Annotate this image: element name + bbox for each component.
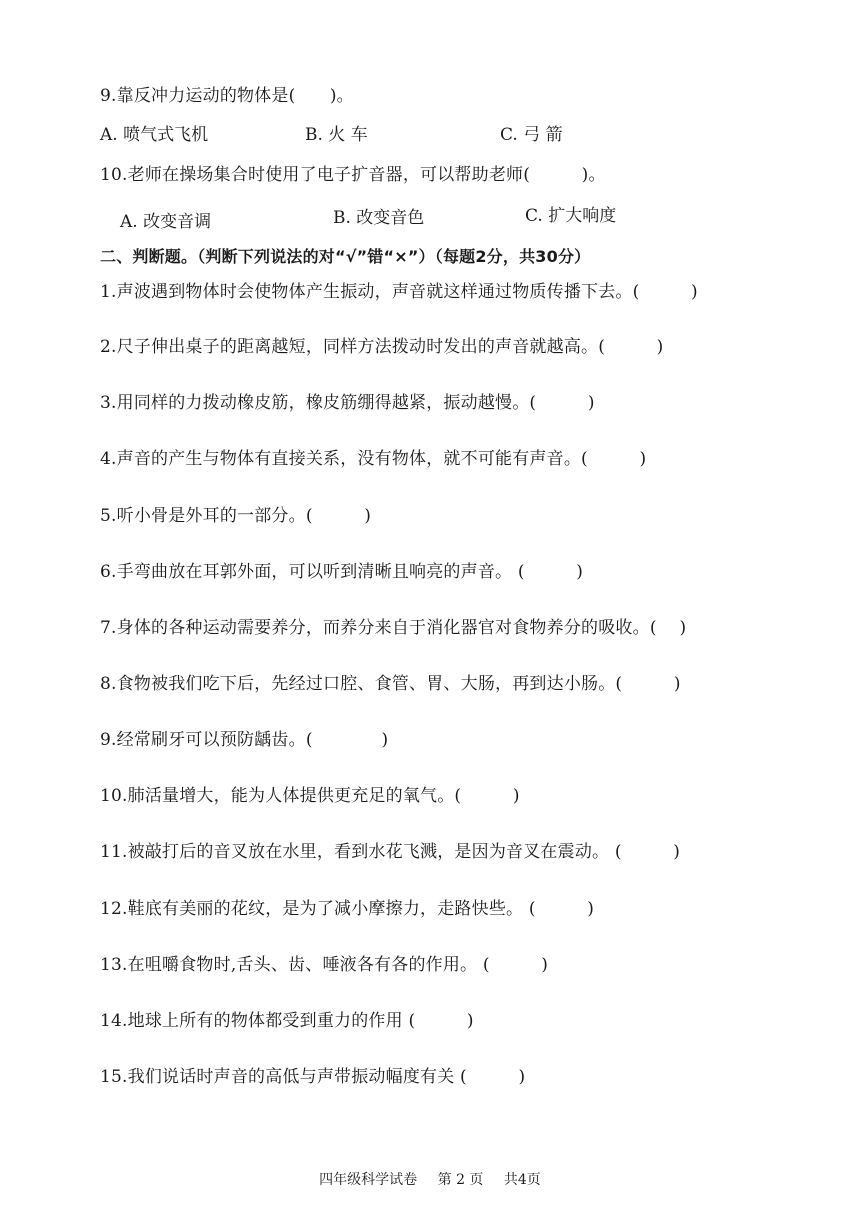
option-10-a: A. 改变音调 [120,212,212,232]
option-9-c: C. 弓 箭 [500,125,563,145]
footer-page-number: 第 2 页 [437,1172,484,1188]
judgement-item-6: 6.手弯曲放在耳郭外面，可以听到清晰且响亮的声音。 ( ) [100,562,584,582]
judgement-item-13: 13.在咀嚼食物时,舌头、齿、唾液各有各的作用。 ( ) [100,955,549,975]
footer-total-pages: 共4页 [503,1172,541,1188]
judgement-item-1: 1.声波遇到物体时会使物体产生振动，声音就这样通过物质传播下去。( ) [100,282,698,302]
judgement-item-8: 8.食物被我们吃下后，先经过口腔、食管、胃、大肠，再到达小肠。( ) [100,674,681,694]
judgement-item-15: 15.我们说话时声音的高低与声带振动幅度有关 ( ) [100,1067,526,1087]
page-footer [0,1170,860,1190]
option-9-a: A. 喷气式飞机 [100,125,209,145]
judgement-item-12: 12.鞋底有美丽的花纹，是为了减小摩擦力，走路快些。 ( ) [100,899,595,919]
judgement-item-7: 7.身体的各种运动需要养分，而养分来自于消化器官对食物养分的吸收。( ) [100,618,687,638]
judgement-item-14: 14.地球上所有的物体都受到重力的作用 ( ) [100,1011,474,1031]
question-mc-9: 9.靠反冲力运动的物体是( )。 [100,86,354,106]
option-10-c: C. 扩大响度 [525,206,617,226]
footer-exam-title: 四年级科学试卷 [319,1172,418,1188]
judgement-item-10: 10.肺活量增大，能为人体提供更充足的氧气。( ) [100,786,520,806]
judgement-item-9: 9.经常刷牙可以预防龋齿。( ) [100,730,389,750]
option-10-b: B. 改变音色 [333,208,425,228]
judgement-item-2: 2.尺子伸出桌子的距离越短，同样方法拨动时发出的声音就越高。( ) [100,337,664,357]
judgement-item-5: 5.听小骨是外耳的一部分。( ) [100,506,372,526]
judgement-item-3: 3.用同样的力拨动橡皮筋，橡皮筋绷得越紧，振动越慢。( ) [100,393,595,413]
section-heading-judgement: 二、判断题。（判断下列说法的对“√”错“×”）（每题2分，共30分） [100,247,591,266]
judgement-item-4: 4.声音的产生与物体有直接关系，没有物体，就不可能有声音。( ) [100,449,647,469]
question-mc-10: 10.老师在操场集合时使用了电子扩音器，可以帮助老师( )。 [100,165,606,185]
option-9-b: B. 火 车 [305,125,368,145]
judgement-item-11: 11.被敲打后的音叉放在水里，看到水花飞溅，是因为音叉在震动。 ( ) [100,842,681,862]
